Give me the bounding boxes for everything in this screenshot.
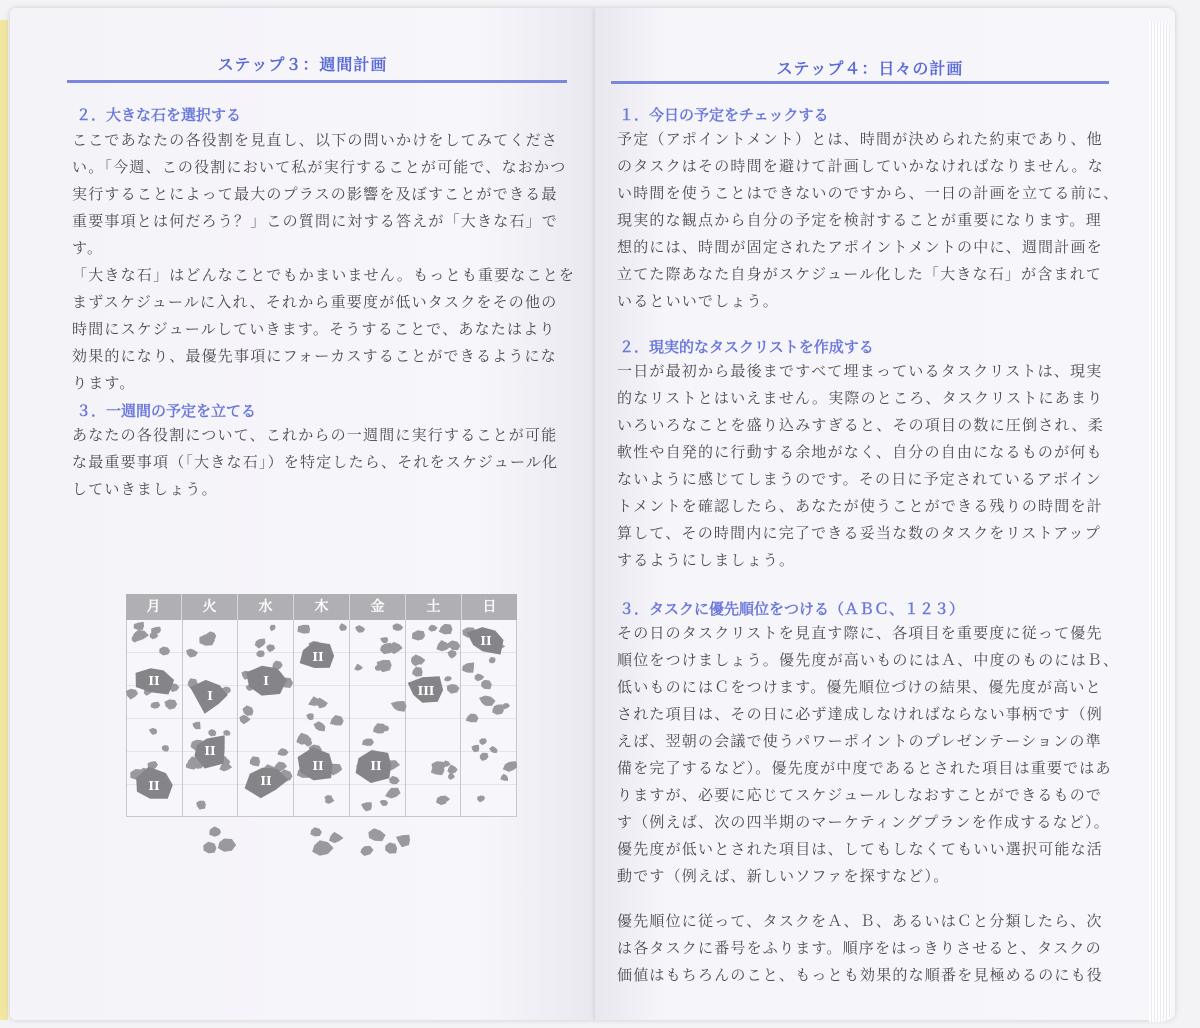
pebble <box>447 650 456 659</box>
text-line: す（例えば、次の四半期のマーケティングプランを作成するなど）。 <box>617 813 1110 831</box>
stone-label: II <box>204 744 216 758</box>
left-page <box>10 8 595 1020</box>
pebble <box>447 765 457 775</box>
text-line: するようにしましょう。 <box>617 551 796 569</box>
pebble <box>257 650 265 657</box>
pebble <box>380 637 388 643</box>
text-line: のタスクはその時間を避けて計画していかなければなりません。な <box>617 157 1104 175</box>
pebble <box>479 738 487 745</box>
right-section-1-title: １．今日の予定をチェックする <box>619 106 829 124</box>
text-line: いるといいでしょう。 <box>617 292 780 310</box>
text-line: えば、翌朝の会議で使うパワーポイントのプレゼンテーションの準 <box>617 732 1102 750</box>
day-label: 日 <box>482 599 497 615</box>
text-line: ります。 <box>72 374 136 392</box>
left-section-2-body <box>72 127 584 397</box>
day-label: 金 <box>350 594 406 620</box>
pebble <box>477 796 485 803</box>
text-line: 備を完了するなど）。優先度が中度であるとされた項目は重要ではあ <box>617 759 1112 777</box>
text-line: 「大きな石」はどんなことでもかまいません。もっとも重要なことを <box>72 266 576 284</box>
day-label: 月 <box>126 594 182 620</box>
text-line: 時間にスケジュールしていきます。そうすることで、あなたはより <box>72 320 556 338</box>
pebble <box>380 643 392 654</box>
pebble <box>462 662 474 672</box>
text-line: 想的には、時間が固定されたアポイントメントの中に、週間計画を <box>617 238 1103 256</box>
day-label: 火 <box>182 594 238 620</box>
text-line: 的なリストとはいえません。実際のところ、タスクリストにあまり <box>617 389 1104 407</box>
text-line: ここであなたの各役割を見直し、以下の問いかけをしてみてくださ <box>72 131 559 149</box>
text-line: 優先順位に従って、タスクをＡ、Ｂ、あるいはＣと分類したら、次 <box>617 912 1103 930</box>
text-line: 動です（例えば、新しいソファを探すなど）。 <box>617 867 950 885</box>
pebble <box>428 625 437 632</box>
stone-label: I <box>263 674 269 688</box>
pebble <box>149 728 157 735</box>
pebble <box>314 721 326 731</box>
book-cover-edge <box>0 20 8 1020</box>
pebble <box>500 774 508 781</box>
pebble <box>192 722 200 729</box>
pebble <box>466 714 479 723</box>
pebble <box>385 788 401 799</box>
pebble <box>223 730 230 736</box>
text-line: 軟性や自発的に行動する余地がなく、自分の自由になるものが何も <box>617 443 1103 461</box>
left-page-header: ステップ３：週間計画 <box>217 55 388 74</box>
pebble <box>312 840 333 856</box>
pebble <box>489 746 497 753</box>
pebble <box>329 832 344 843</box>
day-label: 木 <box>294 594 350 620</box>
text-line: 価値はもちろんのこと、もっとも効果的な順番を見極めるのにも役 <box>617 966 1104 984</box>
text-line: 算して、その時間内に完了できる妥当な数のタスクをリストアップ <box>617 524 1101 542</box>
stone-label: II <box>370 759 382 773</box>
pebble <box>208 729 216 736</box>
pebble <box>480 753 489 761</box>
left-header-rule <box>67 80 567 83</box>
pebble <box>306 713 314 720</box>
pebble <box>151 702 161 709</box>
text-line: 一日が最初から最後まですべて埋まっているタスクリストは、現実 <box>617 362 1103 380</box>
stone-label: II <box>260 774 272 788</box>
pebble <box>436 640 451 651</box>
text-line: は各タスクに番号をふります。順序をはっきりさせると、タスクの <box>617 939 1102 957</box>
stone-label: III <box>417 684 435 698</box>
pebble <box>396 835 410 848</box>
page-edges <box>1149 22 1171 1022</box>
pebble <box>250 756 260 766</box>
right-section-3-title: ３．タスクに優先順位をつける（ＡＢＣ、１２３） <box>619 600 965 618</box>
text-line: 実行することによって最大のプラスの影響を及ぼすことができる最 <box>72 185 558 203</box>
pebble <box>479 696 496 706</box>
text-line: 順位をつけましょう。優先度が高いものにはＡ、中度のものにはＢ、 <box>617 651 1120 669</box>
pebble <box>126 689 138 700</box>
pebble <box>159 647 170 656</box>
pebble <box>242 705 253 716</box>
text-line: された項目は、その日に必ず達成しなければならない事柄です（例 <box>617 705 1104 723</box>
pebble <box>385 843 397 854</box>
text-line: 重要事項とは何だろう？」この質問に対する答えが「大きな石」です。 <box>72 212 559 257</box>
pebble <box>218 839 236 852</box>
text-line: い。「今週、この役割において私が実行することが可能で、なおかつ <box>72 158 567 176</box>
weekly-stones-illustration <box>126 594 517 817</box>
stone-label: I <box>207 689 213 703</box>
right-section-2-title: ２．現実的なタスクリストを作成する <box>619 338 874 356</box>
pebble <box>134 622 144 630</box>
pebble <box>447 684 460 694</box>
text-line: 予定（アポイントメント）とは、時間が決められた約束であり、他 <box>617 130 1103 148</box>
pebble <box>354 664 363 671</box>
right-section-4-body <box>617 908 1137 989</box>
stones-drawing <box>126 620 517 865</box>
pebble <box>393 623 404 631</box>
pebble <box>240 715 251 725</box>
pebble <box>255 639 266 649</box>
text-line: 優先度が低いとされた項目は、してもしなくてもいい選択可能な活 <box>617 840 1104 858</box>
stone-label: II <box>312 759 324 773</box>
text-line: トメントを確認したら、あなたが使うことができる残りの時間を計 <box>617 497 1103 515</box>
pebble <box>277 748 288 756</box>
pebble <box>297 625 310 634</box>
right-page-header: ステップ４：日々の計画 <box>776 59 964 78</box>
text-line: いろいろなことを盛り込みすぎると、その項目の数に圧倒され、柔 <box>617 416 1104 434</box>
right-header-rule <box>611 81 1109 84</box>
pebble <box>330 715 344 725</box>
pebble <box>412 667 423 677</box>
pebble <box>444 676 452 681</box>
text-line: い時間を使うことはできないのですから、一日の計画を立てる前に、 <box>617 184 1120 202</box>
pebble <box>489 657 496 663</box>
calendar-day-header <box>126 594 517 620</box>
text-line: 低いものにはＣをつけます。優先順位づけの結果、優先度が高いと <box>617 678 1102 696</box>
text-line: 現実的な観点から自分の予定を検討することが重要になります。理 <box>617 211 1102 229</box>
right-section-2-body <box>617 358 1137 574</box>
text-line: 効果的になり、最優先事項にフォーカスすることができるようにな <box>72 347 557 365</box>
day-label: 水 <box>238 594 294 620</box>
pebble <box>339 623 347 631</box>
text-line: りますが、必要に応じてスケジュールしなおすことができるもので <box>617 786 1103 804</box>
right-page <box>595 8 1175 1020</box>
pebble <box>412 630 425 640</box>
right-section-1-body <box>617 126 1137 315</box>
pebble <box>439 624 453 635</box>
pebble <box>355 625 365 633</box>
pebble <box>186 649 198 658</box>
stone-label: II <box>148 779 160 793</box>
pebble <box>203 842 216 854</box>
left-section-3-body <box>72 422 584 503</box>
pebble <box>270 625 276 631</box>
day-label: 土 <box>406 594 462 620</box>
stone-label: II <box>148 674 160 688</box>
pebble <box>389 776 400 784</box>
text-line: まずスケジュールに入れ、それから重要度が低いタスクをその他の <box>72 293 558 311</box>
stone-label: II <box>312 650 324 664</box>
pebble <box>368 828 385 841</box>
pebble <box>373 723 386 733</box>
pebble <box>475 674 485 682</box>
text-line: ないように感じてしまうのです。その日に予定されているアポイン <box>617 470 1102 488</box>
pebble <box>360 846 373 856</box>
right-section-3-body <box>617 620 1137 890</box>
pebble <box>164 699 177 709</box>
pebble <box>196 801 206 810</box>
pebble <box>362 739 374 746</box>
text-line: していきましょう。 <box>72 480 218 498</box>
pebble <box>481 680 492 689</box>
pebble <box>209 826 221 836</box>
pebble <box>310 827 322 836</box>
pebble <box>391 701 407 712</box>
text-line: その日のタスクリストを見直す際に、各項目を重要度に従って優先 <box>617 624 1103 642</box>
text-line: 立てた際あなた自身がスケジュール化した「大きな石」が含まれて <box>617 265 1103 283</box>
pebble <box>162 745 169 751</box>
pebble <box>503 761 517 772</box>
pebble <box>266 644 275 652</box>
text-line: な最重要事項（「大きな石」）を特定したら、それをスケジュール化 <box>72 453 559 471</box>
pebble <box>380 800 388 806</box>
text-line: あなたの各役割について、これからの一週間に実行することが可能 <box>72 426 558 444</box>
pebble <box>472 745 480 753</box>
stone-label: II <box>480 634 492 648</box>
left-section-2-title: ２．大きな石を選択する <box>76 106 242 124</box>
pebble <box>361 802 372 811</box>
left-section-3-title: ３．一週間の予定を立てる <box>76 402 257 420</box>
